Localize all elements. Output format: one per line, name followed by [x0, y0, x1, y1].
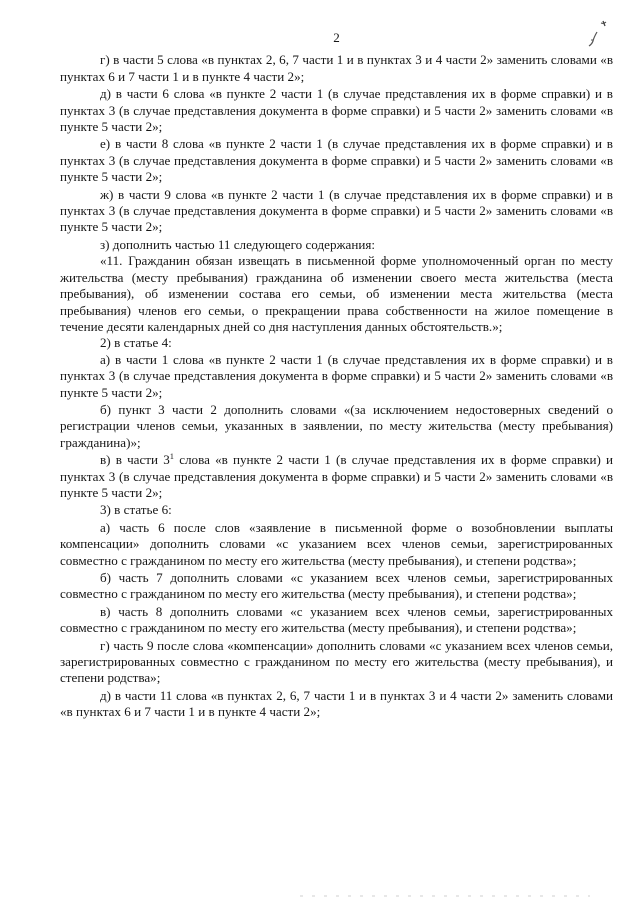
- paragraph-12: а) часть 6 после слов «заявление в письменной форме о возобновлении выплаты компенсации» дополнить словами «с указанием всех членов семьи, зарегистрированных совместно с гражданином по месту его жительства (месту пребывания), и степени родства»;: [60, 519, 613, 568]
- paragraph-16: д) в части 11 слова «в пунктах 2, 6, 7 части 1 и в пунктах 3 и 4 части 2» заменить словами «в пунктах 6 и 7 части 1 и в пункте 4 части 2»;: [60, 687, 613, 720]
- paragraph-15: г) часть 9 после слова «компенсации» дополнить словами «с указанием всех членов семьи, зарегистрированных совместно с гражданином по месту его жительства (месту пребывания), и степени родства»;: [60, 637, 613, 686]
- paragraph-11: 3) в статье 6:: [100, 502, 172, 518]
- scan-edge-artifact: [300, 895, 590, 897]
- paragraph-2: д) в части 6 слова «в пункте 2 части 1 (в случае представления их в форме справки) и в пунктах 3 (в случае представления документа в форме справки) и 5 части 2» заменить словами «в пункте 5 части 2»;: [60, 86, 613, 135]
- superscript-one: 1: [169, 451, 175, 462]
- paragraph-3: е) в части 8 слова «в пункте 2 части 1 (в случае представления их в форме справки) и в пунктах 3 (в случае представления документа в форме справки) и 5 части 2» заменить словами «в пункте 5 части 2»;: [60, 136, 613, 185]
- paragraph-6: «11. Гражданин обязан извещать в письменной форме уполномоченный орган по месту жительства (месту пребывания) гражданина об изменении своего места жительства (места пребывания), об изменении состава его семьи, об изменении места жительства (места пребывания) членов его семьи, о прекращении права собственности на жилое помещение в течение десяти календарных дней со дня наступления данных обстоятельств.»;: [60, 253, 613, 334]
- paragraph-9: б) пункт 3 части 2 дополнить словами «(за исключением недостоверных сведений о регистрации членов семьи, указанных в заявлении, по месту жительства (месту пребывания) гражданина)»;: [60, 401, 613, 450]
- paragraph-10: [60, 452, 613, 501]
- paragraph-13: б) часть 7 дополнить словами «с указанием всех членов семьи, зарегистрированных совместно с гражданином по месту его жительства (месту пребывания), и степени родства»;: [60, 570, 613, 602]
- paragraph-1: г) в части 5 слова «в пунктах 2, 6, 7 части 1 и в пунктах 3 и 4 части 2» заменить словами «в пунктах 6 и 7 части 1 и в пункте 4 части 2»;: [60, 52, 613, 84]
- document-page: [60, 30, 613, 721]
- page-number: 2: [333, 30, 340, 45]
- paragraph-10-start: в) в части 3: [100, 452, 170, 468]
- paragraph-5: з) дополнить частью 11 следующего содержания:: [100, 236, 376, 252]
- paragraph-7: 2) в статье 4:: [100, 335, 172, 351]
- paragraph-10-end: слова «в пункте 2 части 1 (в случае представления их в форме справки) и пунктах 3 (в случае представления документа в форме справки) и 5 части 2» заменить словами «в пункте 5 части 2»;: [60, 452, 614, 500]
- paragraph-4: ж) в части 9 слова «в пункте 2 части 1 (в случае представления их в форме справки) и в пунктах 3 (в случае представления документа в форме справки) и 5 части 2» заменить словами «в пункте 5 части 2»;: [60, 186, 613, 235]
- paragraph-8: а) в части 1 слова «в пункте 2 части 1 (в случае представления их в форме справки) и в пунктах 3 (в случае представления документа в форме справки) и 5 части 2» заменить словами «в пункте 5 части 2»;: [60, 351, 613, 400]
- paragraph-14: в) часть 8 дополнить словами «с указанием всех членов семьи, зарегистрированных совместно с гражданином по месту его жительства (месту пребывания), и степени родства»;: [60, 603, 613, 636]
